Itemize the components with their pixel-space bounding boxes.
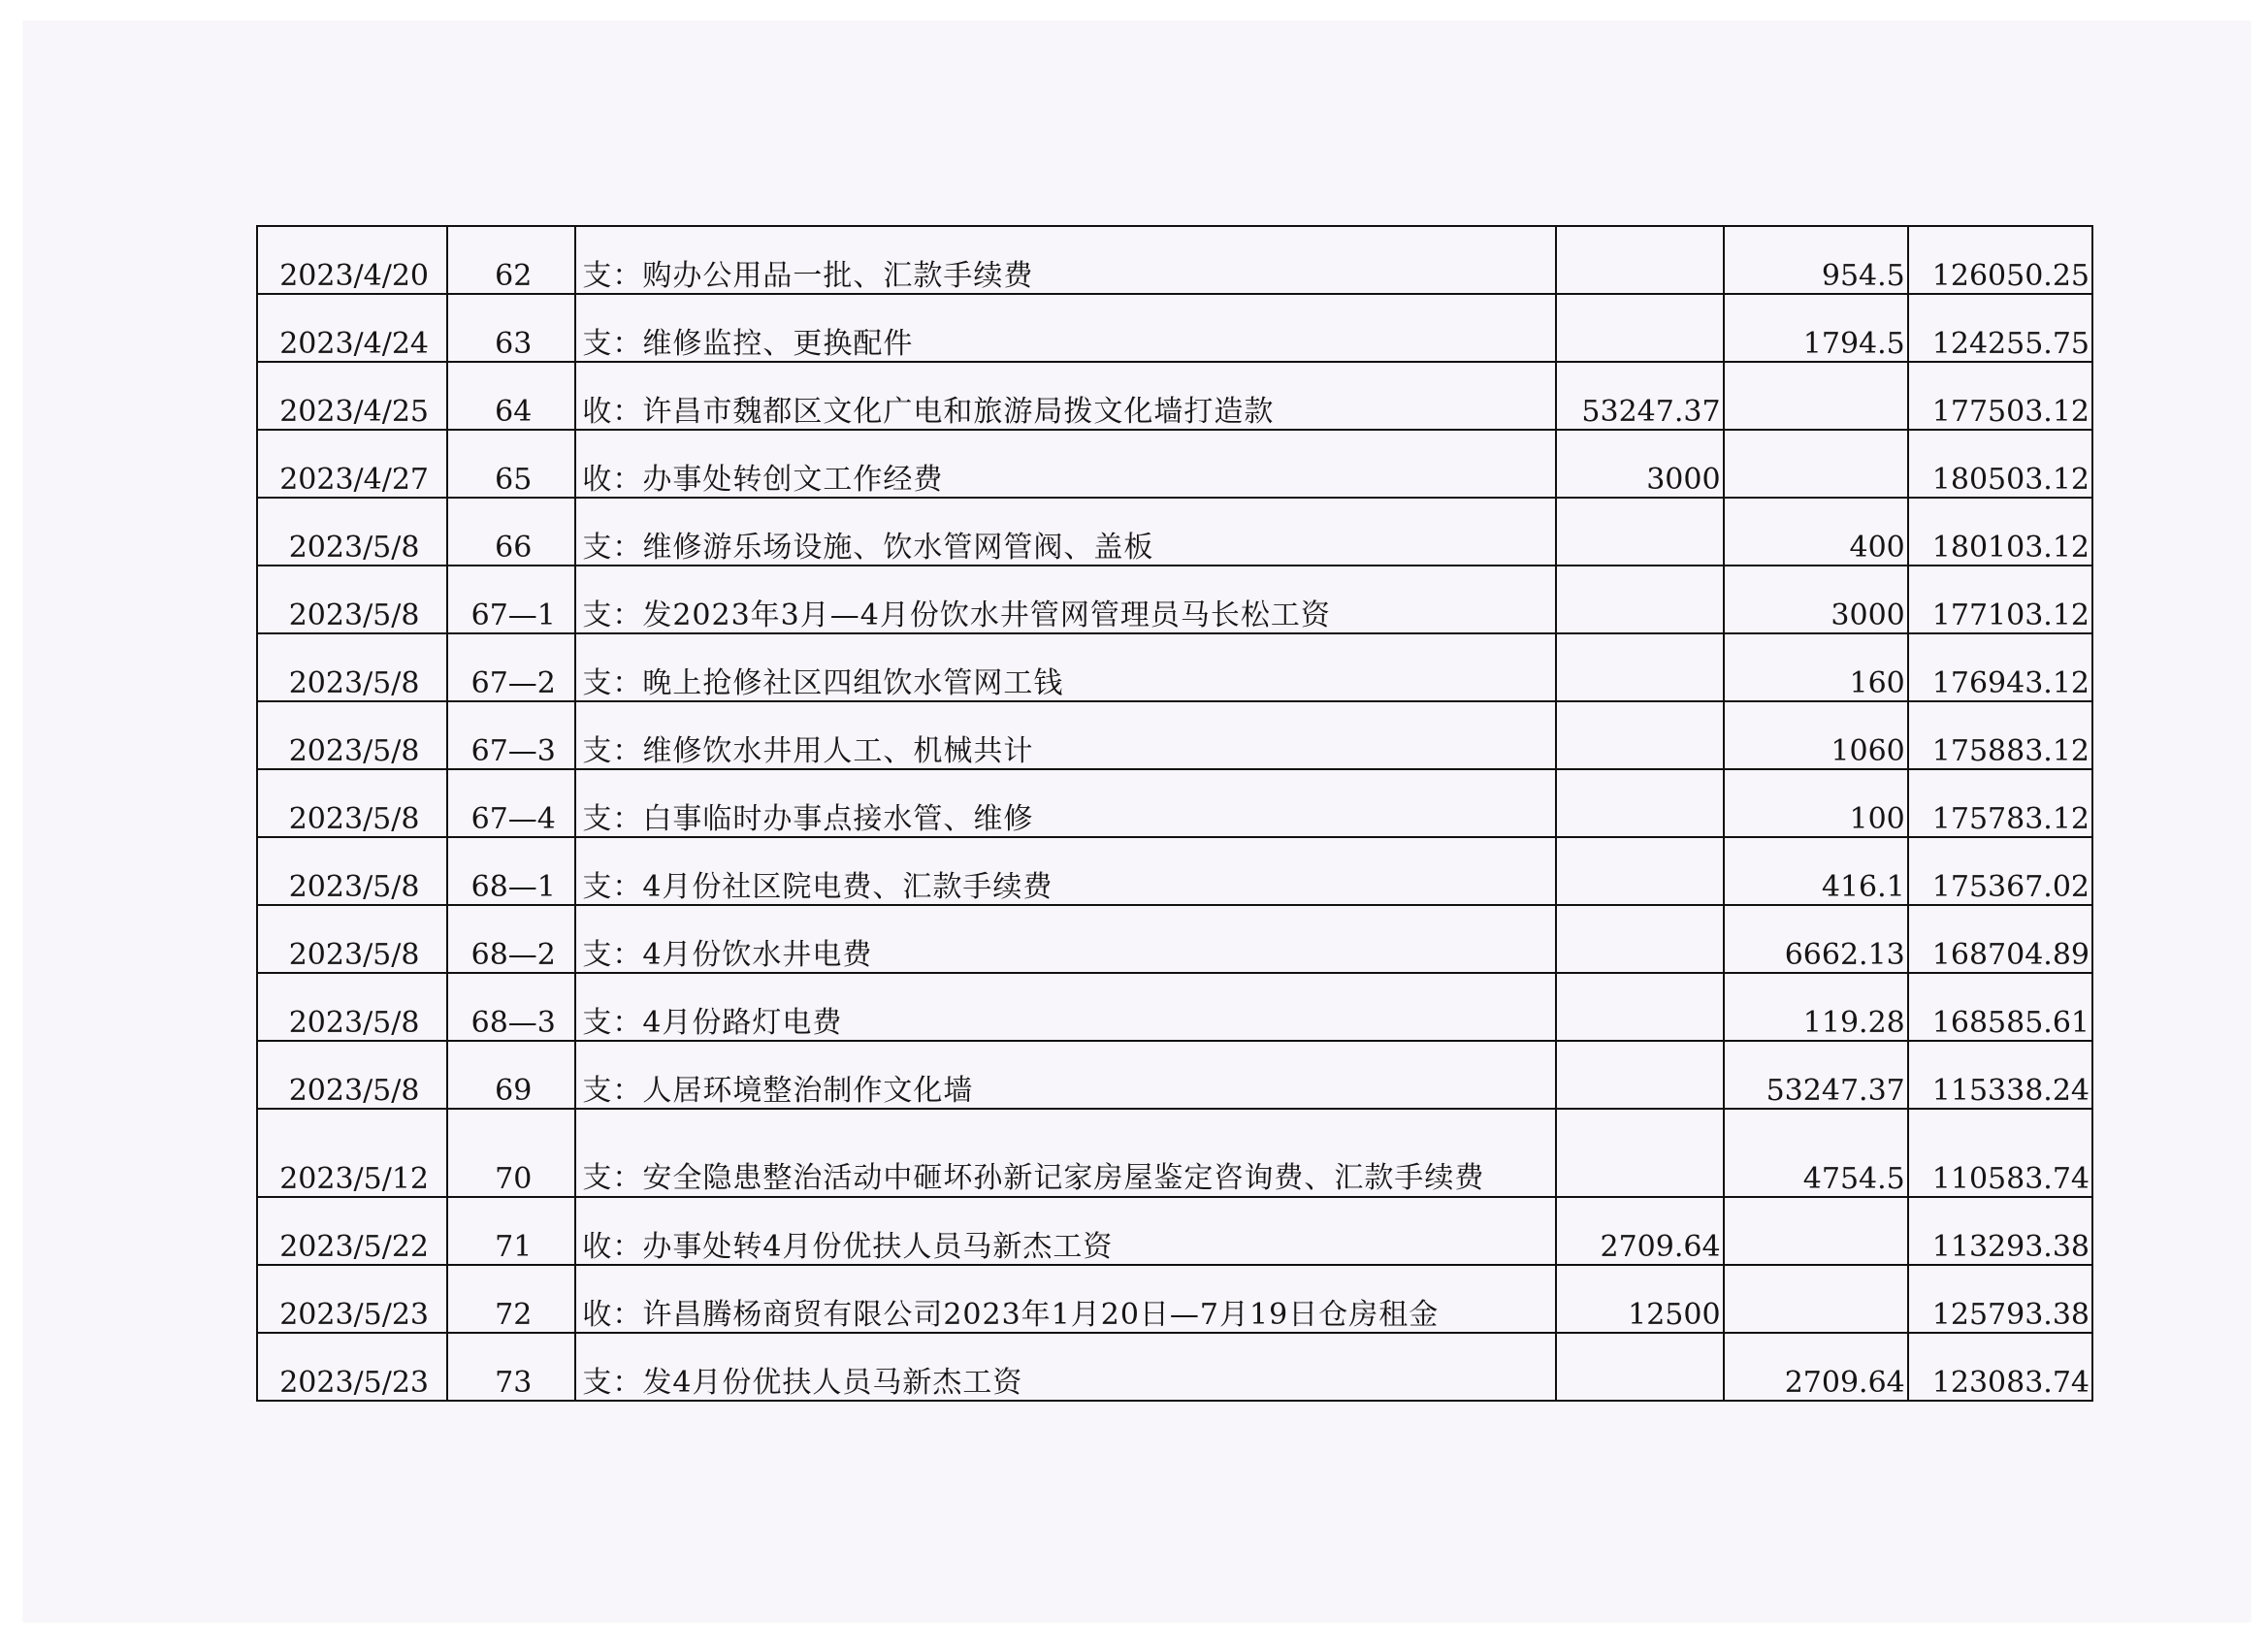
voucher-number: 67—2 — [447, 633, 575, 701]
voucher-number: 73 — [447, 1333, 575, 1401]
table-row — [257, 294, 2092, 362]
income-amount — [1556, 226, 1723, 294]
entry-description: 支：白事临时办事点接水管、维修 — [575, 769, 1556, 837]
voucher-number: 66 — [447, 498, 575, 566]
entry-description: 支：4月份饮水井电费 — [575, 905, 1556, 973]
balance-amount: 110583.74 — [1908, 1109, 2092, 1197]
voucher-number: 64 — [447, 362, 575, 430]
table-row — [257, 1333, 2092, 1401]
table-row — [257, 1109, 2092, 1197]
voucher-number: 68—1 — [447, 837, 575, 905]
table-row — [257, 566, 2092, 633]
entry-date: 2023/5/22 — [257, 1197, 447, 1265]
balance-amount: 175367.02 — [1908, 837, 2092, 905]
table-row — [257, 973, 2092, 1041]
expense-amount: 100 — [1724, 769, 1908, 837]
ledger-table — [256, 225, 2093, 1402]
expense-amount — [1724, 1197, 1908, 1265]
expense-amount: 416.1 — [1724, 837, 1908, 905]
income-amount — [1556, 1041, 1723, 1109]
balance-amount: 125793.38 — [1908, 1265, 2092, 1333]
entry-date: 2023/4/24 — [257, 294, 447, 362]
balance-amount: 175883.12 — [1908, 701, 2092, 769]
balance-amount: 180503.12 — [1908, 430, 2092, 498]
entry-description: 支：维修游乐场设施、饮水管网管阀、盖板 — [575, 498, 1556, 566]
balance-amount: 113293.38 — [1908, 1197, 2092, 1265]
balance-amount: 177503.12 — [1908, 362, 2092, 430]
voucher-number: 69 — [447, 1041, 575, 1109]
entry-description: 收：许昌腾杨商贸有限公司2023年1月20日—7月19日仓房租金 — [575, 1265, 1556, 1333]
entry-description: 支：4月份社区院电费、汇款手续费 — [575, 837, 1556, 905]
balance-amount: 115338.24 — [1908, 1041, 2092, 1109]
balance-amount: 124255.75 — [1908, 294, 2092, 362]
balance-amount: 175783.12 — [1908, 769, 2092, 837]
table-row — [257, 498, 2092, 566]
table-row — [257, 1041, 2092, 1109]
income-amount — [1556, 701, 1723, 769]
table-row — [257, 837, 2092, 905]
balance-amount: 168704.89 — [1908, 905, 2092, 973]
balance-amount: 177103.12 — [1908, 566, 2092, 633]
voucher-number: 62 — [447, 226, 575, 294]
expense-amount: 1060 — [1724, 701, 1908, 769]
income-amount — [1556, 905, 1723, 973]
entry-date: 2023/5/8 — [257, 633, 447, 701]
voucher-number: 67—4 — [447, 769, 575, 837]
balance-amount: 123083.74 — [1908, 1333, 2092, 1401]
income-amount: 12500 — [1556, 1265, 1723, 1333]
voucher-number: 70 — [447, 1109, 575, 1197]
expense-amount: 160 — [1724, 633, 1908, 701]
expense-amount: 3000 — [1724, 566, 1908, 633]
table-row — [257, 905, 2092, 973]
entry-date: 2023/4/27 — [257, 430, 447, 498]
table-row — [257, 701, 2092, 769]
expense-amount: 954.5 — [1724, 226, 1908, 294]
table-row — [257, 226, 2092, 294]
ledger-body — [257, 226, 2092, 1401]
entry-date: 2023/5/23 — [257, 1333, 447, 1401]
entry-description: 支：维修监控、更换配件 — [575, 294, 1556, 362]
expense-amount: 53247.37 — [1724, 1041, 1908, 1109]
entry-description: 支：晚上抢修社区四组饮水管网工钱 — [575, 633, 1556, 701]
income-amount — [1556, 837, 1723, 905]
table-row — [257, 1197, 2092, 1265]
balance-amount: 168585.61 — [1908, 973, 2092, 1041]
income-amount — [1556, 1333, 1723, 1401]
entry-description: 支：购办公用品一批、汇款手续费 — [575, 226, 1556, 294]
scanned-page — [23, 21, 2251, 1622]
voucher-number: 72 — [447, 1265, 575, 1333]
expense-amount: 4754.5 — [1724, 1109, 1908, 1197]
entry-date: 2023/5/8 — [257, 566, 447, 633]
entry-date: 2023/5/8 — [257, 498, 447, 566]
entry-description: 收：办事处转创文工作经费 — [575, 430, 1556, 498]
voucher-number: 71 — [447, 1197, 575, 1265]
entry-date: 2023/5/8 — [257, 837, 447, 905]
table-row — [257, 769, 2092, 837]
entry-description: 支：4月份路灯电费 — [575, 973, 1556, 1041]
entry-description: 支：安全隐患整治活动中砸坏孙新记家房屋鉴定咨询费、汇款手续费 — [575, 1109, 1556, 1197]
income-amount — [1556, 566, 1723, 633]
expense-amount — [1724, 362, 1908, 430]
income-amount — [1556, 769, 1723, 837]
income-amount — [1556, 973, 1723, 1041]
entry-date: 2023/4/25 — [257, 362, 447, 430]
expense-amount — [1724, 1265, 1908, 1333]
table-row — [257, 430, 2092, 498]
entry-description: 收：办事处转4月份优扶人员马新杰工资 — [575, 1197, 1556, 1265]
entry-date: 2023/5/8 — [257, 769, 447, 837]
entry-description: 支：发4月份优扶人员马新杰工资 — [575, 1333, 1556, 1401]
table-row — [257, 1265, 2092, 1333]
entry-date: 2023/5/8 — [257, 1041, 447, 1109]
entry-description: 收：许昌市魏都区文化广电和旅游局拨文化墙打造款 — [575, 362, 1556, 430]
expense-amount — [1724, 430, 1908, 498]
voucher-number: 68—2 — [447, 905, 575, 973]
income-amount — [1556, 1109, 1723, 1197]
voucher-number: 63 — [447, 294, 575, 362]
expense-amount: 400 — [1724, 498, 1908, 566]
entry-date: 2023/5/8 — [257, 905, 447, 973]
entry-description: 支：发2023年3月—4月份饮水井管网管理员马长松工资 — [575, 566, 1556, 633]
expense-amount: 119.28 — [1724, 973, 1908, 1041]
entry-date: 2023/5/23 — [257, 1265, 447, 1333]
income-amount — [1556, 498, 1723, 566]
voucher-number: 67—1 — [447, 566, 575, 633]
voucher-number: 67—3 — [447, 701, 575, 769]
entry-date: 2023/4/20 — [257, 226, 447, 294]
table-row — [257, 362, 2092, 430]
income-amount — [1556, 294, 1723, 362]
income-amount — [1556, 633, 1723, 701]
entry-date: 2023/5/8 — [257, 701, 447, 769]
income-amount: 2709.64 — [1556, 1197, 1723, 1265]
voucher-number: 65 — [447, 430, 575, 498]
income-amount: 3000 — [1556, 430, 1723, 498]
balance-amount: 176943.12 — [1908, 633, 2092, 701]
expense-amount: 1794.5 — [1724, 294, 1908, 362]
voucher-number: 68—3 — [447, 973, 575, 1041]
balance-amount: 126050.25 — [1908, 226, 2092, 294]
entry-date: 2023/5/8 — [257, 973, 447, 1041]
table-row — [257, 633, 2092, 701]
expense-amount: 2709.64 — [1724, 1333, 1908, 1401]
balance-amount: 180103.12 — [1908, 498, 2092, 566]
entry-date: 2023/5/12 — [257, 1109, 447, 1197]
expense-amount: 6662.13 — [1724, 905, 1908, 973]
entry-description: 支：人居环境整治制作文化墙 — [575, 1041, 1556, 1109]
income-amount: 53247.37 — [1556, 362, 1723, 430]
entry-description: 支：维修饮水井用人工、机械共计 — [575, 701, 1556, 769]
